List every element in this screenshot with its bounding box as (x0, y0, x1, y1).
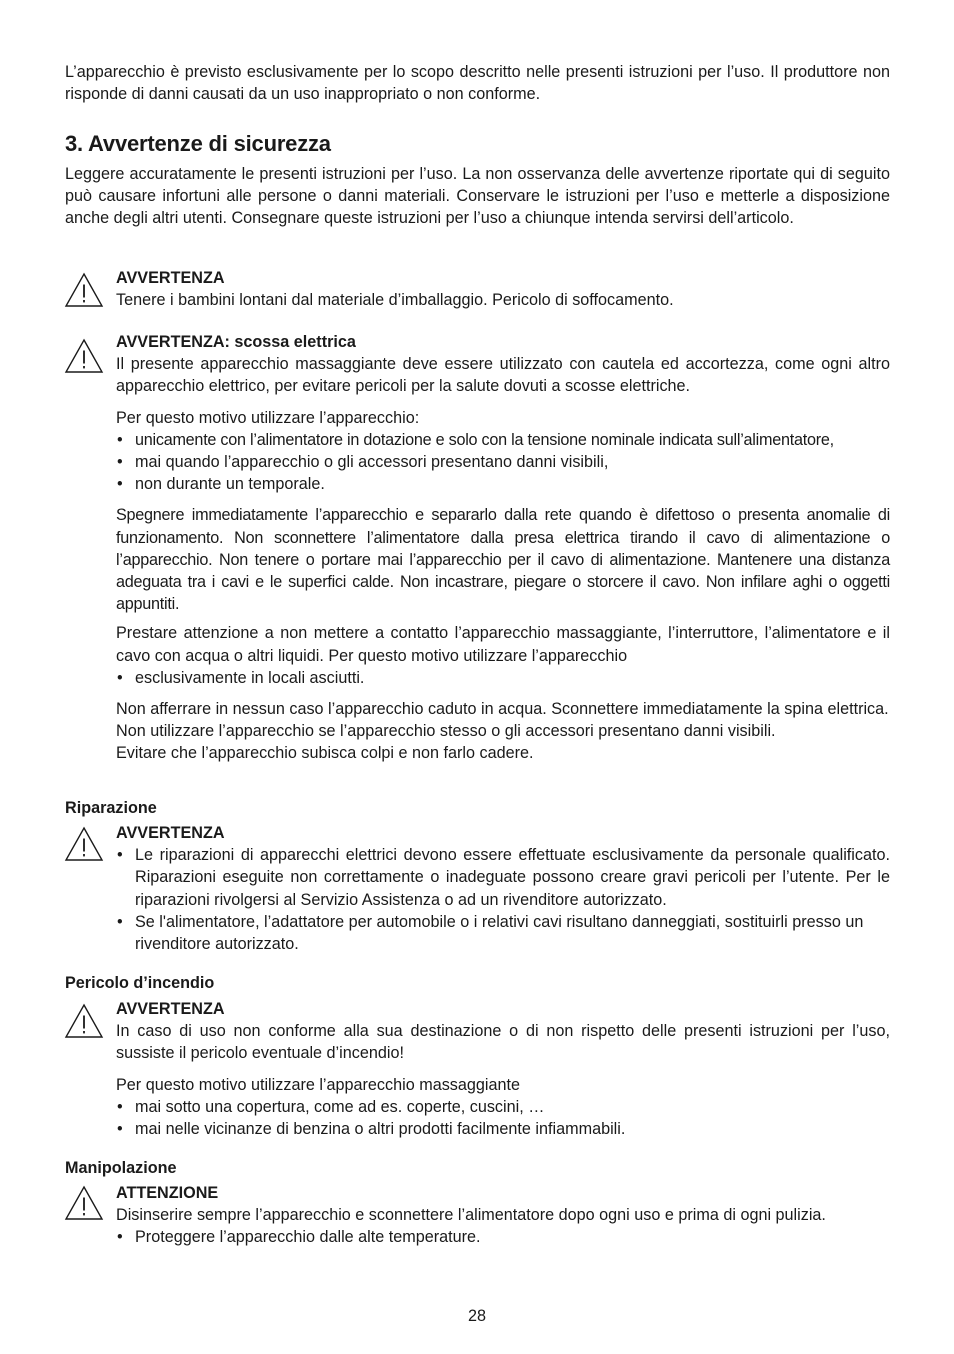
warning-heading: ATTENZIONE (116, 1184, 219, 1202)
warning-heading: AVVERTENZA: scossa elettrica (116, 333, 356, 351)
bullet-list (116, 667, 890, 689)
warning-paragraph: Non utilizzare l’apparecchio se l’apparecchio stesso o gli accessori presentano danni visibili. (116, 722, 776, 741)
subsection-title-fire: Pericolo d’incendio (65, 974, 215, 992)
warning-block-fire (116, 998, 890, 1140)
warning-triangle-icon (64, 1185, 104, 1221)
bullet-list (116, 1096, 890, 1140)
warning-paragraph: Spegnere immediatamente l’apparecchio e separarlo dalla rete quando è difettoso o presenta anomalie di funzionamento. Non sconnettere l’alimentatore dalla presa elettrica tirando il cavo di alimentazione o l’apparecchio. Non tenere o portare mai l’apparecchio per il cavo di alimentazione. Mantenere una distanza adeguata tra i cavi e le superfici calde. Non incastrare, piegare o storcere il cavo. Non infilare aghi o oggetti appuntiti. (116, 506, 890, 614)
subsection-title-handling: Manipolazione (65, 1159, 177, 1177)
warning-paragraph: Prestare attenzione a non mettere a contatto l’apparecchio massaggiante, l’interruttore, l’alimentatore e il cavo con acqua o altri liquidi. Per questo motivo utilizzare l’apparecchio (116, 624, 890, 665)
list-item: • mai sotto una copertura, come ad es. coperte, cuscini, … (116, 1096, 890, 1118)
warning-heading: AVVERTENZA (116, 824, 225, 842)
warning-text: Tenere i bambini lontani dal materiale d’imballaggio. Pericolo di soffocamento. (116, 291, 674, 310)
warning-paragraph: In caso di uso non conforme alla sua destinazione o di non rispetto delle presenti istruzioni per l’uso, sussiste il pericolo eventuale d’incendio! (116, 1022, 890, 1063)
intro-paragraph: L’apparecchio è previsto esclusivamente per lo scopo descritto nelle presenti istruzioni per l’uso. Il produttore non risponde di danni causati da un uso inappropriato o non conforme. (65, 63, 890, 104)
warning-triangle-icon (64, 1003, 104, 1039)
list-item: • mai quando l’apparecchio o gli accessori presentano danni visibili, (116, 451, 890, 473)
bullet-list (116, 844, 890, 955)
warning-paragraph: Evitare che l’apparecchio subisca colpi e non farlo cadere. (116, 744, 534, 763)
list-item: • non durante un temporale. (116, 473, 890, 495)
warning-block-handling (116, 1182, 890, 1249)
subsection-title-riparazione: Riparazione (65, 799, 157, 817)
list-item: • esclusivamente in locali asciutti. (116, 667, 890, 689)
warning-block-electric-shock (116, 331, 890, 765)
warning-heading: AVVERTENZA (116, 1000, 225, 1018)
bullet-list (116, 429, 890, 496)
warning-paragraph: Il presente apparecchio massaggiante deve essere utilizzato con cautela ed accortezza, come ogni altro apparecchio elettrico, per evitare pericoli per la salute dovuti a scosse elettriche. (116, 355, 890, 396)
list-item: • mai nelle vicinanze di benzina o altri prodotti facilmente infiammabili. (116, 1118, 890, 1140)
list-item: • Proteggere l’apparecchio dalle alte temperature. (116, 1226, 890, 1248)
warning-paragraph: Per questo motivo utilizzare l’apparecchio massaggiante (116, 1075, 520, 1094)
warning-triangle-icon (64, 338, 104, 374)
warning-block-repair (116, 822, 890, 955)
page-number: 28 (467, 1307, 486, 1325)
list-item: • unicamente con l’alimentatore in dotazione e solo con la tensione nominale indicata sull’alimentatore, (116, 429, 890, 451)
warning-paragraph: Per questo motivo utilizzare l’apparecchio: (116, 408, 420, 427)
list-item: • Se l'alimentatore, l’adattatore per automobile o i relativi cavi risultano danneggiati, sostituirli presso un rivenditore autorizzato. (116, 911, 890, 955)
section-title: 3. Avvertenze di sicurezza (65, 131, 331, 156)
warning-heading: AVVERTENZA (116, 269, 225, 287)
warning-triangle-icon (64, 272, 104, 308)
warning-paragraph: Disinserire sempre l’apparecchio e sconnettere l’alimentatore dopo ogni uso e prima di ogni pulizia. (116, 1206, 826, 1225)
list-item: • Le riparazioni di apparecchi elettrici devono essere effettuate esclusivamente da personale qualificato. Riparazioni eseguite non correttamente o inadeguate possono creare gravi pericoli per l’utente. Per le riparazioni rivolgersi al Servizio Assistenza o ad un rivenditore autorizzato. (116, 844, 890, 911)
warning-triangle-icon (64, 826, 104, 862)
section-lead-paragraph: Leggere accuratamente le presenti istruzioni per l’uso. La non osservanza delle avvertenze riportate qui di seguito può causare infortuni alle persone o danni materiali. Conservare le istruzioni per l’uso e metterle a disposizione anche degli altri utenti. Consegnare queste istruzioni per l’uso a chiunque intenda servirsi dell’articolo. (65, 165, 890, 228)
warning-block-packaging (116, 267, 890, 311)
bullet-list (116, 1226, 890, 1248)
warning-paragraph: Non afferrare in nessun caso l’apparecchio caduto in acqua. Sconnettere immediatamente la spina elettrica. (116, 700, 889, 719)
